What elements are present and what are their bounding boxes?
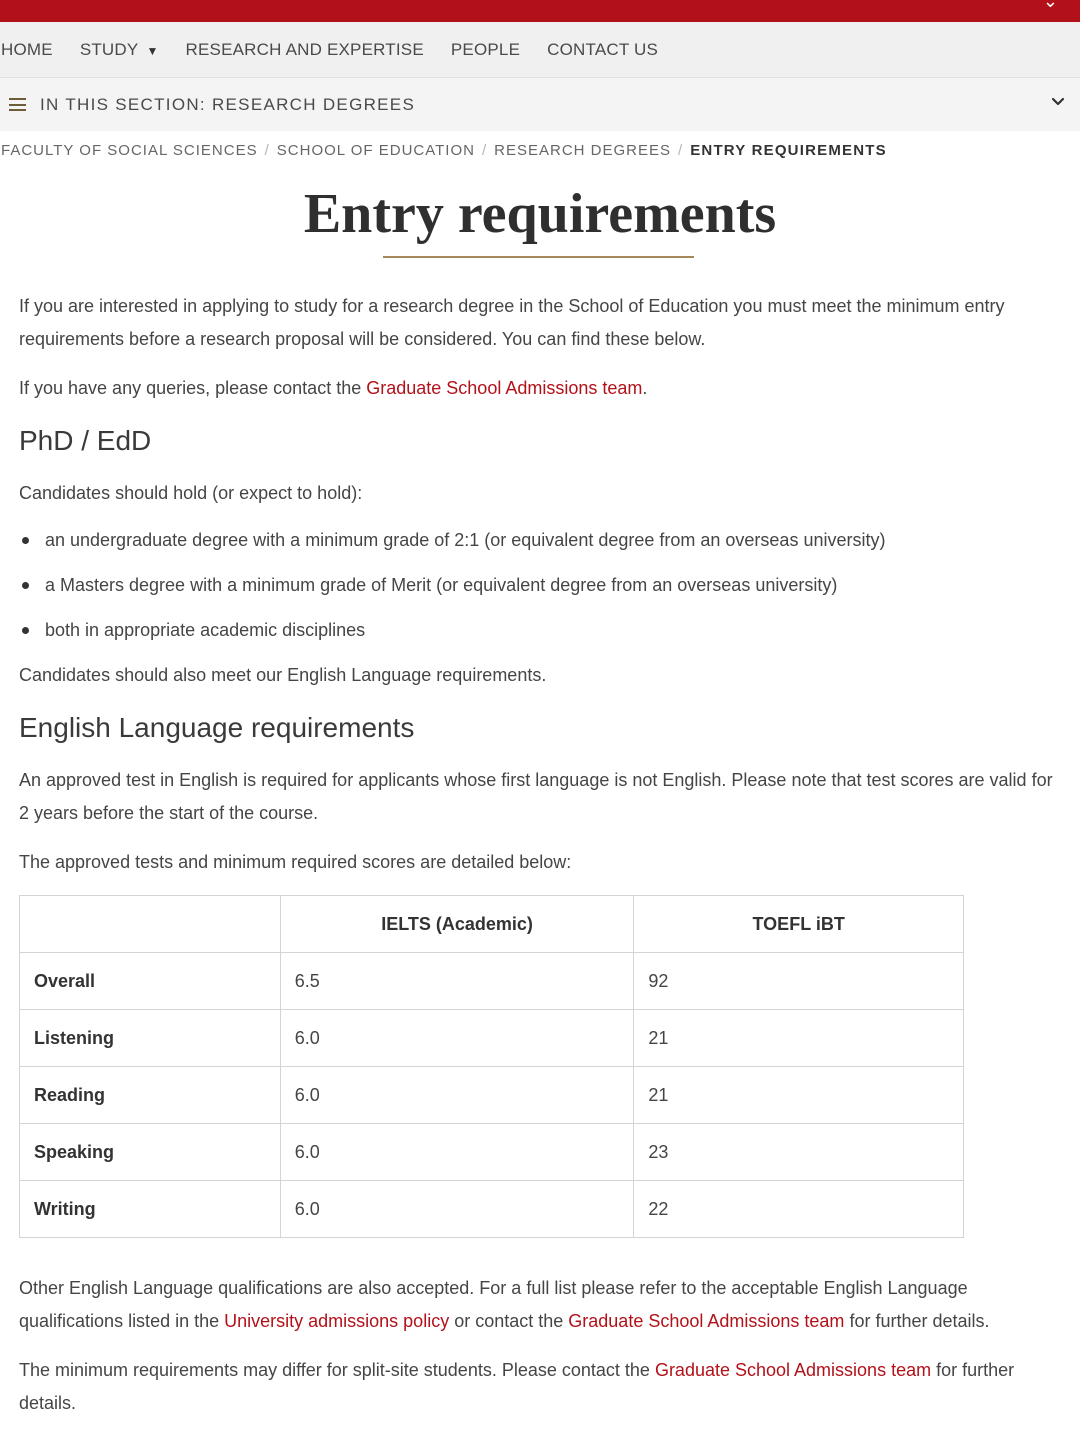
- main-nav: [0, 22, 1080, 77]
- nav-item-home[interactable]: HOME: [1, 39, 53, 59]
- toefl-score: 21: [634, 1010, 964, 1067]
- row-label: Listening: [20, 1010, 281, 1067]
- nav-item-study-label: STUDY: [79, 39, 139, 59]
- tests-intro: The approved tests and minimum required scores are detailed below:: [19, 852, 572, 872]
- chevron-down-icon: [1050, 94, 1066, 110]
- row-label: Reading: [20, 1067, 281, 1124]
- chevron-down-icon[interactable]: ⌄: [1042, 0, 1058, 11]
- table-row: [20, 953, 964, 1010]
- breadcrumb-separator: /: [678, 142, 684, 159]
- admissions-team-link[interactable]: Graduate School Admissions team: [366, 378, 643, 398]
- breadcrumb-current: ENTRY REQUIREMENTS: [690, 142, 887, 159]
- phd-requirements-list: [19, 524, 1064, 647]
- row-label: Speaking: [20, 1124, 281, 1181]
- table-row: [20, 1067, 964, 1124]
- english-scores-table: [19, 895, 964, 1238]
- top-brand-bar: [0, 0, 1080, 22]
- table-header-ielts: IELTS (Academic): [280, 896, 634, 953]
- table-row: [20, 1181, 964, 1238]
- table-row: [20, 1010, 964, 1067]
- other-text-1: Other English Language qualifications are also accepted. For a full list please refer to the acceptable English Language qualifications listed in the: [19, 1278, 968, 1331]
- list-item: both in appropriate academic disciplines: [19, 614, 1064, 647]
- toefl-score: 21: [634, 1067, 964, 1124]
- other-text-2: or contact the: [449, 1311, 569, 1331]
- section-label: IN THIS SECTION: RESEARCH DEGREES: [40, 94, 416, 114]
- breadcrumb-separator: /: [481, 142, 488, 159]
- table-header-row: [20, 896, 964, 953]
- ielts-score: 6.0: [280, 1067, 634, 1124]
- phd-heading: PhD / EdD: [19, 425, 152, 456]
- list-item: a Masters degree with a minimum grade of Merit (or equivalent degree from an overseas university): [19, 569, 1064, 602]
- english-paragraph: An approved test in English is required for applicants whose first language is not English. Please note that test scores are valid for 2 years before the start of the course.: [19, 770, 1053, 823]
- caret-down-icon: ▼: [146, 43, 159, 58]
- queries-end: .: [642, 378, 648, 398]
- english-heading: English Language requirements: [19, 712, 415, 743]
- split-site-paragraph: [19, 1354, 1064, 1420]
- ielts-score: 6.5: [280, 953, 634, 1010]
- ielts-score: 6.0: [280, 1181, 634, 1238]
- admissions-policy-link[interactable]: University admissions policy: [224, 1311, 450, 1331]
- ielts-score: 6.0: [280, 1124, 634, 1181]
- list-item: an undergraduate degree with a minimum grade of 2:1 (or equivalent degree from an overseas university): [19, 524, 1064, 557]
- main-content: [19, 290, 1064, 1420]
- queries-paragraph: [19, 372, 1064, 405]
- breadcrumb: [1, 142, 887, 159]
- hamburger-menu-icon: [9, 98, 26, 111]
- breadcrumb-separator: /: [264, 142, 270, 159]
- breadcrumb-research-degrees[interactable]: RESEARCH DEGREES: [494, 142, 672, 159]
- admissions-team-link[interactable]: Graduate School Admissions team: [568, 1311, 845, 1331]
- nav-item-research[interactable]: RESEARCH AND EXPERTISE: [185, 39, 424, 59]
- section-toggle[interactable]: [0, 77, 1080, 131]
- table-row: [20, 1124, 964, 1181]
- phd-lead: Candidates should hold (or expect to hold):: [19, 483, 363, 503]
- title-underline: [383, 256, 694, 258]
- row-label: Overall: [20, 953, 281, 1010]
- ielts-score: 6.0: [280, 1010, 634, 1067]
- row-label: Writing: [20, 1181, 281, 1238]
- other-text-3: for further details.: [844, 1311, 990, 1331]
- breadcrumb-faculty[interactable]: FACULTY OF SOCIAL SCIENCES: [1, 142, 258, 159]
- other-qualifications-paragraph: [19, 1272, 1064, 1338]
- nav-item-study[interactable]: [80, 40, 159, 60]
- split-text-2: for further details.: [19, 1360, 1015, 1413]
- table-header-blank: [20, 896, 281, 953]
- nav-item-people[interactable]: PEOPLE: [450, 39, 521, 59]
- breadcrumb-school[interactable]: SCHOOL OF EDUCATION: [276, 142, 475, 159]
- table-header-toefl: TOEFL iBT: [634, 896, 964, 953]
- phd-after: Candidates should also meet our English Language requirements.: [19, 665, 547, 685]
- nav-item-contact[interactable]: CONTACT US: [547, 39, 659, 59]
- admissions-team-link[interactable]: Graduate School Admissions team: [654, 1360, 932, 1380]
- page-title: Entry requirements: [303, 183, 777, 245]
- queries-text: If you have any queries, please contact the: [19, 378, 367, 398]
- toefl-score: 22: [634, 1181, 964, 1238]
- intro-paragraph: If you are interested in applying to study for a research degree in the School of Education you must meet the minimum entry requirements before a research proposal will be considered. You can find these below.: [19, 296, 1005, 349]
- split-text-1: The minimum requirements may differ for split-site students. Please contact the: [19, 1360, 655, 1380]
- toefl-score: 92: [634, 953, 964, 1010]
- toefl-score: 23: [634, 1124, 964, 1181]
